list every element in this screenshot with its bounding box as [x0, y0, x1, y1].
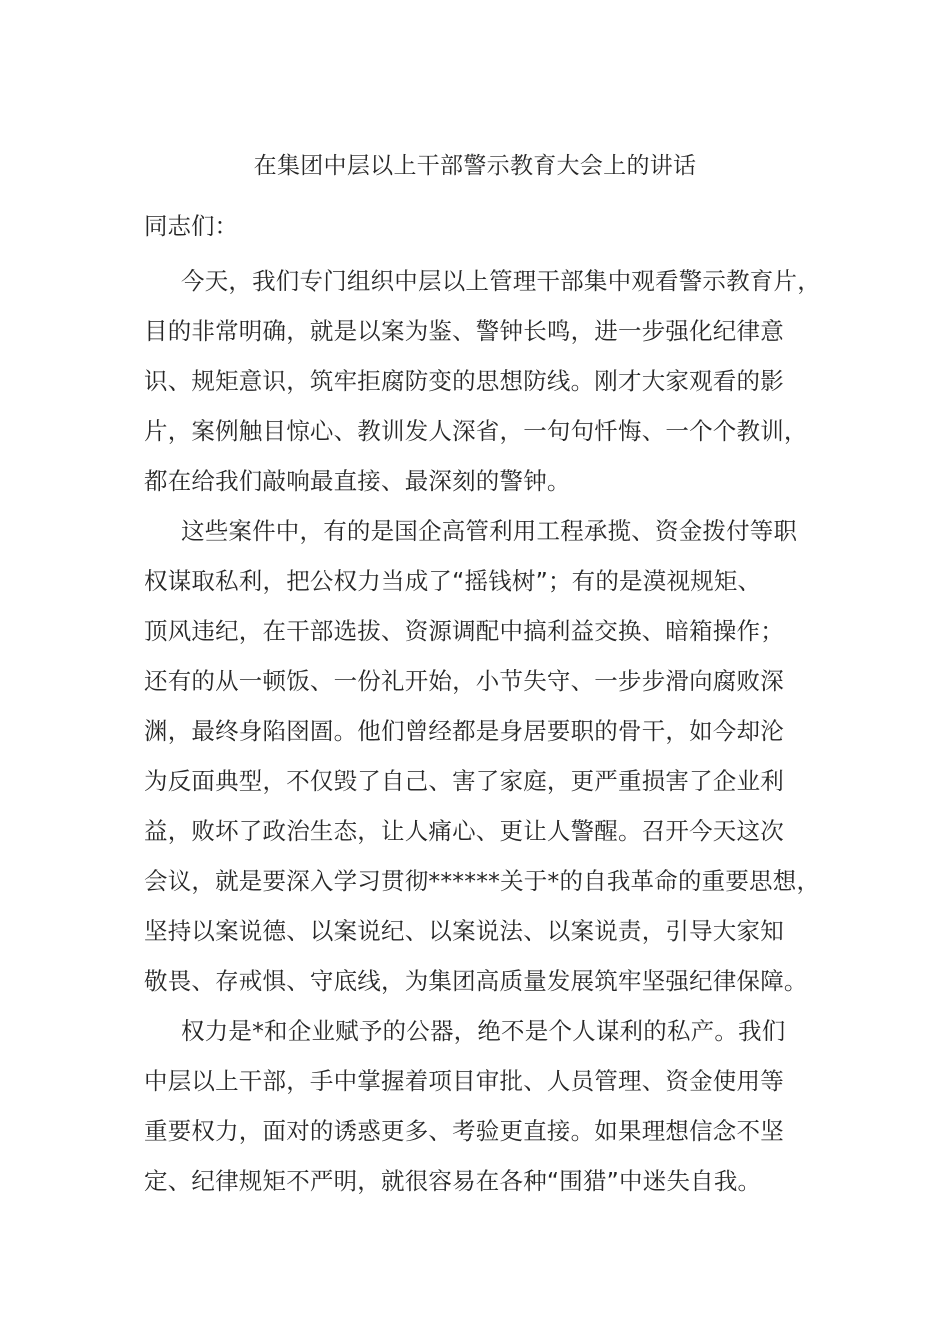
- document-body: [144, 256, 824, 1206]
- paragraph-2: [144, 506, 824, 1006]
- text-line: 片，案例触目惊心、教训发人深省，一句句忏悔、一个个教训，: [144, 417, 808, 445]
- text-line: 坚持以案说德、以案说纪、以案说法、以案说责，引导大家知: [144, 917, 784, 945]
- paragraph-1: [144, 256, 824, 506]
- text-line: 还有的从一顿饭、一份礼开始，小节失守、一步步滑向腐败深: [144, 667, 784, 695]
- text-line: 今天，我们专门组织中层以上管理干部集中观看警示教育片，: [181, 267, 821, 295]
- paragraph-3: [144, 1006, 824, 1206]
- text-line: 权谋取私利，把公权力当成了“摇钱树”；有的是漠视规矩、: [144, 567, 762, 595]
- text-line: 为反面典型，不仅毁了自己、害了家庭，更严重损害了企业利: [144, 767, 784, 795]
- text-line: 识、规矩意识，筑牢拒腐防变的思想防线。刚才大家观看的影: [144, 367, 784, 395]
- text-line: 权力是*和企业赋予的公器，绝不是个人谋利的私产。我们: [181, 1017, 786, 1045]
- text-line: 定、纪律规矩不严明，就很容易在各种“围猎”中迷失自我。: [144, 1167, 762, 1195]
- text-line: 顶风违纪，在干部选拔、资源调配中搞利益交换、暗箱操作；: [144, 617, 784, 645]
- text-line: 这些案件中，有的是国企高管利用工程承揽、资金拨付等职: [181, 517, 798, 545]
- document-title: 在集团中层以上干部警示教育大会上的讲话: [253, 153, 697, 179]
- text-line: 目的非常明确，就是以案为鉴、警钟长鸣，进一步强化纪律意: [144, 317, 784, 345]
- text-line: 渊，最终身陷囹圄。他们曾经都是身居要职的骨干，如今却沦: [144, 717, 784, 745]
- text-line: 都在给我们敲响最直接、最深刻的警钟。: [144, 467, 571, 495]
- text-line: 中层以上干部，手中掌握着项目审批、人员管理、资金使用等: [144, 1067, 784, 1095]
- salutation: 同志们：: [144, 212, 238, 240]
- text-line: 会议，就是要深入学习贯彻******关于*的自我革命的重要思想，: [144, 867, 821, 895]
- text-line: 敬畏、存戒惧、守底线，为集团高质量发展筑牢坚强纪律保障。: [144, 967, 808, 995]
- text-line: 重要权力，面对的诱惑更多、考验更直接。如果理想信念不坚: [144, 1117, 784, 1145]
- text-line: 益，败坏了政治生态，让人痛心、更让人警醒。召开今天这次: [144, 817, 784, 845]
